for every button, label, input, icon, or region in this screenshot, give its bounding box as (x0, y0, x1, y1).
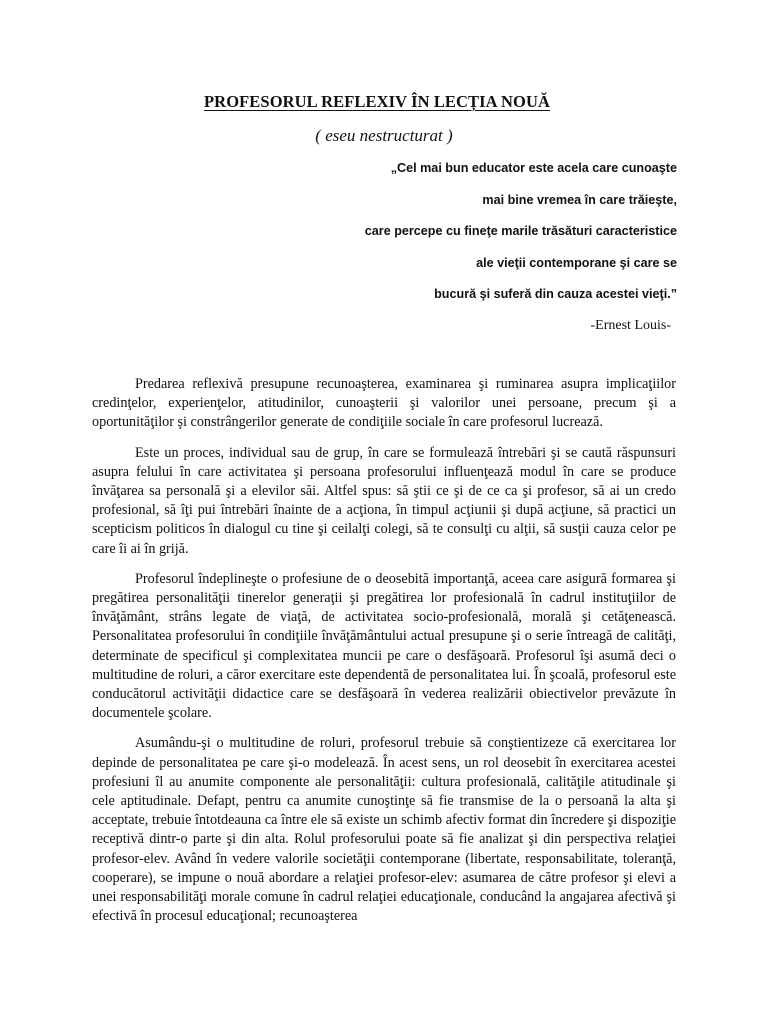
essay-body (92, 375, 676, 937)
quote-line: care percepe cu fineţe marile trăsături caracteristice (364, 224, 677, 238)
title-text: PROFESORUL REFLEXIV ÎN LECȚIA NOUĂ (204, 92, 550, 111)
body-paragraph: Este un proces, individual sau de grup, în care se formulează întrebări şi se caută răspunsuri asupra felului în care activitatea şi persoana profesorului influenţează modul în care se produce învăţarea sa personală şi a elevilor săi. Altfel spus: să ştii ce şi de ce ca şi profesor, să ai un credo profesional, să îţi pui întrebări înainte de a acţiona, în timpul acţiunii şi după acţiune, să practici un scepticism politicos în dialogul cu tine şi ceilalţi colegi, să te consulţi cu alţii, să susţii cauza celor pe care îi ai în grijă. (92, 444, 676, 557)
body-paragraph: Asumându-şi o multitudine de roluri, profesorul trebuie să conştientizeze că exercitarea lor depinde de personalitatea pe care şi-o modelează. În acest sens, un rol deosebit în exercitarea acestei profesiuni îl au anumite componente ale personalităţii: cultura profesională, calităţile atitudinale şi cele aptitudinale. Defapt, pentru ca anumite cunoştinţe să fie transmise de la o persoană la alta şi acceptate, trebuie întotdeauna ca între ele să existe un schimb afectiv format din încredere şi dispoziţie receptivă dintr-o parte şi din alta. Rolul profesorului poate să fie analizat şi din perspectiva relaţiei profesor-elev. Având în vedere valorile societăţii contemporane (libertate, responsabilitate, toleranţă, cooperare), se impune o nouă abordare a relaţiei profesor-elev: asumarea de către profesor şi elevi a unei responsabilităţi morale comune în cadrul relaţiei educaţionale, conducând la angajarea afectivă şi efectivă în procesul educaţional; recunoaşterea (92, 735, 676, 925)
body-paragraph: Profesorul îndeplineşte o profesiune de o deosebită importanţă, aceea care asigură formarea şi pregătirea personalităţii tinerelor generaţii şi pregătirea lor profesională în cadrul instituţiilor de învăţământ, strâns legate de viaţă, de activitatea socio-profesională, morală şi cetăţenească. Personalitatea profesorului în condiţiile învăţământului actual presupune şi o serie întreagă de calităţi, determinate de specificul şi complexitatea muncii pe care o desfăşoară. Profesorul îşi asumă deci o multitudine de roluri, a căror exercitare este dependentă de personalitatea lui. În şcoală, profesorul este conducătorul activităţii didactice care se desfăşoară în vederea realizării obiectivelor prevăzute în documentele şcolare. (92, 570, 676, 722)
quote-line: bucură şi suferă din cauza acestei vieţi.” (434, 287, 677, 301)
quote-author: -Ernest Louis- (590, 318, 671, 333)
epigraph-quote (300, 158, 677, 316)
document-subtitle: ( eseu nestructurat ) (315, 126, 453, 145)
quote-line: mai bine vremea în care trăieşte, (482, 192, 677, 207)
quote-line: ale vieţii contemporane şi care se (476, 255, 677, 270)
document-title (0, 92, 768, 112)
quote-line: „Cel mai bun educator este acela care cunoaşte (390, 161, 677, 175)
body-paragraph: Predarea reflexivă presupune recunoaşterea, examinarea şi ruminarea asupra implicaţiilor credinţelor, experienţelor, atitudinilor, cunoaşterii şi valorilor unei persoane, precum şi a oportunităţilor şi constrângerilor generate de condiţiile sociale în care profesorul lucrează. (92, 376, 676, 431)
